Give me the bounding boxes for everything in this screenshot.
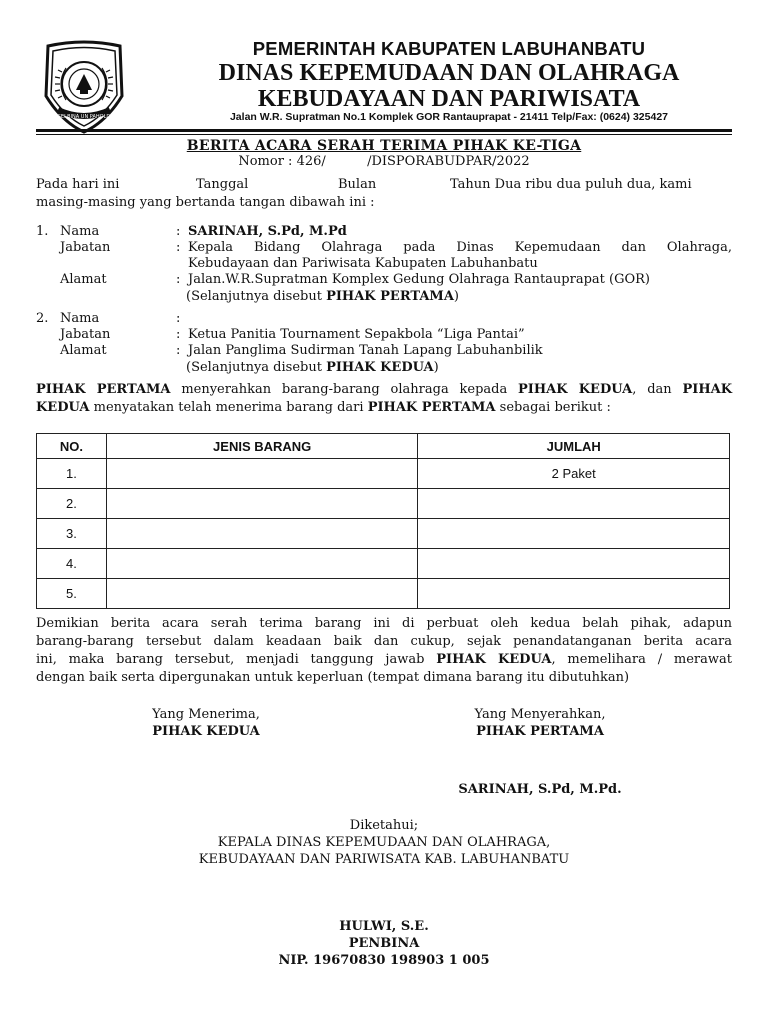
handover-text1: menyerahkan barang-barang olahraga kepada (170, 382, 519, 397)
receiver-role: PIHAK KEDUA (152, 724, 260, 739)
party-two-address-label: Alamat (60, 343, 107, 358)
header-divider-thick (36, 129, 732, 132)
party-one-position-colon: : (176, 240, 181, 255)
table-row (37, 519, 730, 549)
closing-line3-role: PIHAK KEDUA (436, 652, 552, 667)
giver-name: SARINAH, S.Pd, M.Pd. (458, 782, 622, 797)
header-divider-thin (36, 134, 732, 135)
party-one-note-prefix: (Selanjutnya disebut (186, 289, 327, 304)
party-two-note-suffix: ) (433, 360, 439, 375)
cell-item (106, 579, 418, 609)
head-nip: NIP. 19670830 198903 1 005 (278, 953, 490, 968)
intro-word-year: Tahun Dua ribu dua puluh dua, kami (450, 177, 692, 192)
party-one-address-label: Alamat (60, 272, 107, 287)
party-one-name-label: Nama (60, 224, 100, 239)
party-two-address-colon: : (176, 343, 181, 358)
cell-quantity (418, 579, 730, 609)
table-row (37, 579, 730, 609)
cell-quantity (418, 489, 730, 519)
party-one-note-role: PIHAK PERTAMA (326, 289, 454, 304)
closing-line2: barang-barang tersebut dalam keadaan baik dan cukup, sejak penandatanganan berita acara (36, 634, 732, 649)
giver-label: Yang Menyerahkan, (474, 707, 606, 722)
receiver-label: Yang Menerima, (152, 707, 260, 722)
party-two-position-value: Ketua Panitia Tournament Sepakbola “Liga Pantai” (188, 327, 525, 342)
intro-word-day: Pada hari ini (36, 177, 120, 192)
party-two-position-label: Jabatan (60, 327, 111, 342)
logo-motto: SEI BINA UN PAHOLD (57, 114, 111, 120)
closing-line3-text: ini, maka barang tersebut, menjadi tanggung jawab (36, 652, 437, 667)
handover-line2 (36, 400, 611, 416)
cell-no: 2. (37, 489, 107, 519)
closing-line3-end: , memelihara / merawat (551, 652, 732, 667)
cell-item (106, 459, 418, 489)
table-row (37, 549, 730, 579)
party-two-name-label: Nama (60, 311, 100, 326)
cell-quantity (418, 549, 730, 579)
party-two-note-prefix: (Selanjutnya disebut (186, 360, 327, 375)
column-header-no: NO. (37, 434, 107, 459)
signature-receiver (106, 706, 306, 740)
party-two-number: 2. (36, 311, 49, 326)
handover-text2: , dan (632, 382, 683, 397)
handover-line1 (36, 382, 732, 398)
signature-head (0, 817, 768, 868)
intro-word-date: Tanggal (196, 177, 249, 192)
cell-item (106, 549, 418, 579)
party-one-position-line1: Kepala Bidang Olahraga pada Dinas Kepemudaan dan Olahraga, (188, 240, 732, 255)
acknowledged-label: Diketahui; (349, 818, 419, 833)
intro-word-month: Bulan (338, 177, 377, 192)
closing-line4: dengan baik serta dipergunakan untuk keperluan (tempat dimana barang itu dibutuhkan) (36, 670, 630, 685)
closing-line3 (36, 652, 732, 668)
head-title-line1: KEPALA DINAS KEPEMUDAAN DAN OLAHRAGA, (217, 835, 551, 850)
party-one-note-suffix: ) (453, 289, 459, 304)
party-two-note (186, 360, 439, 376)
head-name: HULWI, S.E. (339, 919, 429, 934)
cell-item (106, 519, 418, 549)
party-one-name-value: SARINAH, S.Pd, M.Pd (188, 224, 347, 239)
cell-quantity: 2 Paket (418, 459, 730, 489)
handover-text3: menyatakan telah menerima barang dari (89, 400, 368, 415)
handover-party-first-again: PIHAK PERTAMA (367, 400, 496, 415)
head-identity (0, 918, 768, 969)
party-two-address-value: Jalan Panglima Sudirman Tanah Lapang Labuhanbilik (188, 343, 543, 358)
handover-party-first: PIHAK PERTAMA (36, 382, 171, 397)
cell-no: 5. (37, 579, 107, 609)
party-one-number: 1. (36, 224, 49, 239)
handover-party-second-word: KEDUA (36, 400, 90, 415)
party-one-address-value: Jalan.W.R.Supratman Komplex Gedung Olahraga Rantauprapat (GOR) (188, 272, 650, 287)
closing-line1: Demikian berita acara serah terima barang ini di perbuat oleh kedua belah pihak, adapun (36, 616, 732, 631)
intro-line2: masing-masing yang bertanda tangan dibawah ini : (36, 195, 375, 210)
head-rank: PENBINA (348, 936, 420, 951)
table-row (37, 459, 730, 489)
header-agency-line1: DINAS KEPEMUDAAN DAN OLAHRAGA (218, 60, 680, 86)
party-one-address-colon: : (176, 272, 181, 287)
column-header-item: JENIS BARANG (106, 434, 418, 459)
cell-no: 1. (37, 459, 107, 489)
party-one-position-label: Jabatan (60, 240, 111, 255)
party-one-name-colon: : (176, 224, 181, 239)
table-header-row (37, 434, 730, 459)
header-agency-line2: KEBUDAYAAN DAN PARIWISATA (257, 86, 641, 112)
cell-quantity (418, 519, 730, 549)
items-table (36, 433, 730, 609)
handover-text4: sebagai berikut : (495, 400, 611, 415)
column-header-quantity: JUMLAH (418, 434, 730, 459)
party-two-name-colon: : (176, 311, 181, 326)
head-title-line2: KEBUDAYAAN DAN PARIWISATA KAB. LABUHANBATU (198, 852, 570, 867)
signature-giver (440, 706, 640, 740)
document-number: Nomor : 426/ /DISPORABUDPAR/2022 (238, 154, 530, 169)
table-row (37, 489, 730, 519)
giver-role: PIHAK PERTAMA (476, 724, 604, 739)
cell-item (106, 489, 418, 519)
cell-no: 3. (37, 519, 107, 549)
party-one-position-line2: Kebudayaan dan Pariwisata Kabupaten Labuhanbatu (188, 256, 538, 271)
cell-no: 4. (37, 549, 107, 579)
document-title: BERITA ACARA SERAH TERIMA PIHAK KE-TIGA (186, 138, 582, 154)
party-one-note (186, 289, 459, 305)
party-two-note-role: PIHAK KEDUA (326, 360, 434, 375)
header-government: PEMERINTAH KABUPATEN LABUHANBATU (252, 38, 646, 59)
header-address: Jalan W.R. Supratman No.1 Komplek GOR Rantauprapat - 21411 Telp/Fax: (0624) 325427 (229, 111, 669, 123)
handover-party-word: PIHAK (682, 382, 732, 397)
party-two-position-colon: : (176, 327, 181, 342)
handover-party-second: PIHAK KEDUA (518, 382, 633, 397)
